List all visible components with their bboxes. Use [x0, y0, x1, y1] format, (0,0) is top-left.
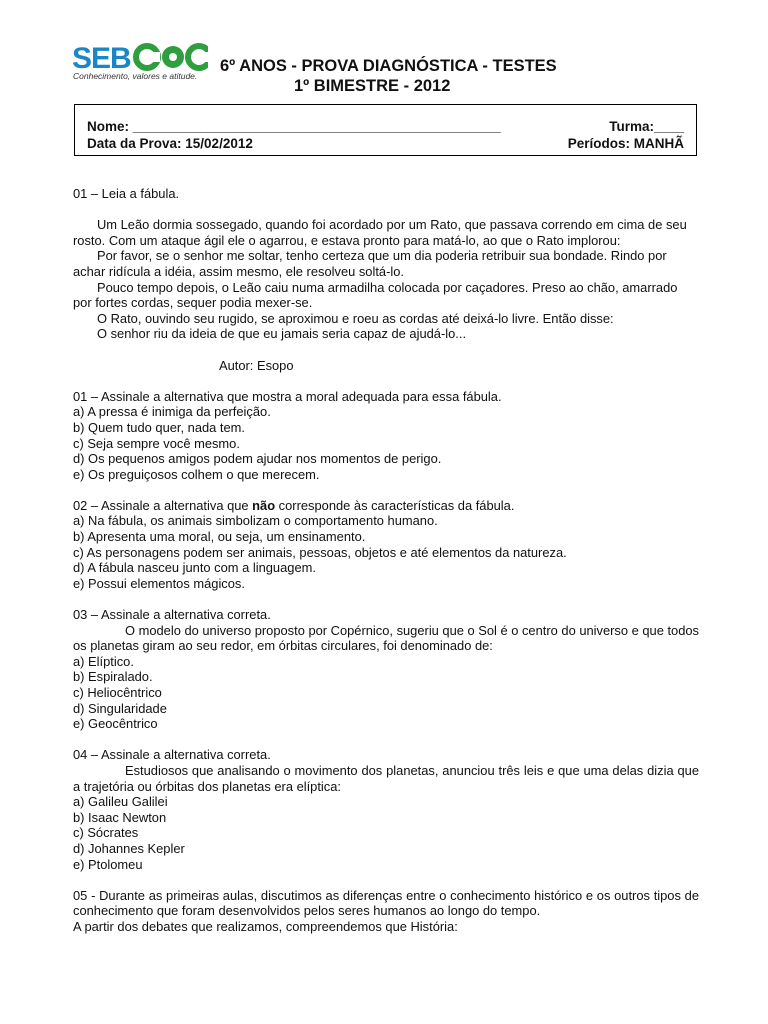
- title-line-2: 1º BIMESTRE - 2012: [294, 77, 451, 95]
- class-field[interactable]: Turma:____: [609, 119, 684, 134]
- question-5-body: A partir dos debates que realizamos, compreendemos que História:: [73, 918, 458, 934]
- question-4-option[interactable]: e) Ptolomeu: [73, 856, 143, 872]
- fable-paragraph: O senhor riu da ideia de que eu jamais seria capaz de ajudá-lo...: [97, 326, 467, 342]
- question-3-stem: 03 – Assinale a alternativa correta.: [73, 607, 271, 623]
- name-row: [87, 119, 684, 135]
- fable-paragraph: Por favor, se o senhor me soltar, tenho certeza que um dia poderia retribuir sua bondade. Rindo por achar ridícula a idéia, assim mesmo, ele resolveu soltá-lo.: [73, 248, 667, 279]
- question-3-option[interactable]: a) Elíptico.: [73, 653, 134, 669]
- question-1-option[interactable]: d) Os pequenos amigos podem ajudar nos momentos de perigo.: [73, 451, 442, 467]
- question-2-option[interactable]: a) Na fábula, os animais simbolizam o comportamento humano.: [73, 513, 438, 529]
- question-1-option[interactable]: a) A pressa é inimiga da perfeição.: [73, 404, 271, 420]
- question-2-stem-end: corresponde às características da fábula.: [275, 497, 515, 513]
- question-1-option[interactable]: c) Seja sempre você mesmo.: [73, 435, 240, 451]
- question-4-option[interactable]: a) Galileu Galilei: [73, 794, 168, 810]
- fable-paragraph: Pouco tempo depois, o Leão caiu numa armadilha colocada por caçadores. Preso ao chão, amarrado por fortes cordas, sequer podia mexer-se.: [73, 279, 678, 311]
- fable-author: Autor: Esopo: [219, 357, 294, 373]
- question-2-option[interactable]: b) Apresenta uma moral, ou seja, um ensinamento.: [73, 529, 366, 545]
- question-4-option[interactable]: b) Isaac Newton: [73, 809, 167, 825]
- question-4-body: Estudiosos que analisando o movimento dos planetas, anunciou três leis e que uma delas dizia que a trajetória ou órbitas dos planetas era elíptica:: [73, 762, 699, 794]
- fable-paragraph: O Rato, ouvindo seu rugido, se aproximou e roeu as cordas até deixá-lo livre. Então disse:: [97, 310, 614, 326]
- exam-date: Data da Prova: 15/02/2012: [87, 136, 253, 151]
- question-2-option[interactable]: e) Possui elementos mágicos.: [73, 575, 245, 591]
- title-line-1: 6º ANOS - PROVA DIAGNÓSTICA - TESTES: [220, 57, 557, 75]
- question-2-option[interactable]: d) A fábula nasceu junto com a linguagem.: [73, 560, 316, 576]
- school-logo: [72, 42, 208, 82]
- question-1-option[interactable]: b) Quem tudo quer, nada tem.: [73, 419, 245, 435]
- date-row: [87, 136, 684, 152]
- question-3-option[interactable]: b) Espiralado.: [73, 669, 153, 685]
- logo-tagline: Conhecimento, valores e atitude.: [73, 71, 198, 81]
- fable-paragraph: Um Leão dormia sossegado, quando foi acordado por um Rato, que passava correndo em cima de seu rosto. Com um ataque ágil ele o agarrou, e estava pronto para matá-lo, ao que o Rato implorou:: [73, 217, 687, 248]
- exam-content: [73, 186, 699, 935]
- question-1-option[interactable]: e) Os preguiçosos colhem o que merecem.: [73, 466, 320, 482]
- question-3-body: O modelo do universo proposto por Copérnico, sugeriu que o Sol é o centro do universo e que todos os planetas giram ao seu redor, em órbitas circulares, foi denominado de:: [73, 622, 699, 654]
- question-2-stem-start: 02 – Assinale a alternativa que: [73, 497, 253, 513]
- exam-periods: Períodos: MANHÃ: [567, 136, 684, 151]
- question-3-option[interactable]: c) Heliocêntrico: [73, 685, 162, 700]
- svg-text:SEB: SEB: [72, 42, 131, 72]
- question-2-stem: [73, 498, 699, 514]
- question-2-option[interactable]: c) As personagens podem ser animais, pessoas, objetos e até elementos da natureza.: [73, 544, 567, 560]
- logo-mark-icon: [72, 42, 208, 72]
- student-info-box: [74, 104, 697, 156]
- exam-title: [220, 56, 640, 96]
- question-4-stem: 04 – Assinale a alternativa correta.: [73, 747, 271, 763]
- text-prompt: 01 – Leia a fábula.: [73, 186, 180, 201]
- question-4-option[interactable]: c) Sócrates: [73, 825, 139, 841]
- question-5-stem: 05 - Durante as primeiras aulas, discutimos as diferenças entre o conhecimento histórico e os outros tipos de conhecimento que foram desenvolvidos pelos seres humanos ao longo do tempo.: [73, 887, 699, 919]
- question-1-stem: 01 – Assinale a alternativa que mostra a moral adequada para essa fábula.: [73, 388, 502, 404]
- question-3-option[interactable]: d) Singularidade: [73, 700, 167, 716]
- name-field[interactable]: Nome: _________________________________________________: [87, 119, 501, 134]
- question-4-option[interactable]: d) Johannes Kepler: [73, 840, 185, 856]
- question-2-stem-emphasis: não: [252, 497, 276, 513]
- question-3-option[interactable]: e) Geocêntrico: [73, 716, 158, 732]
